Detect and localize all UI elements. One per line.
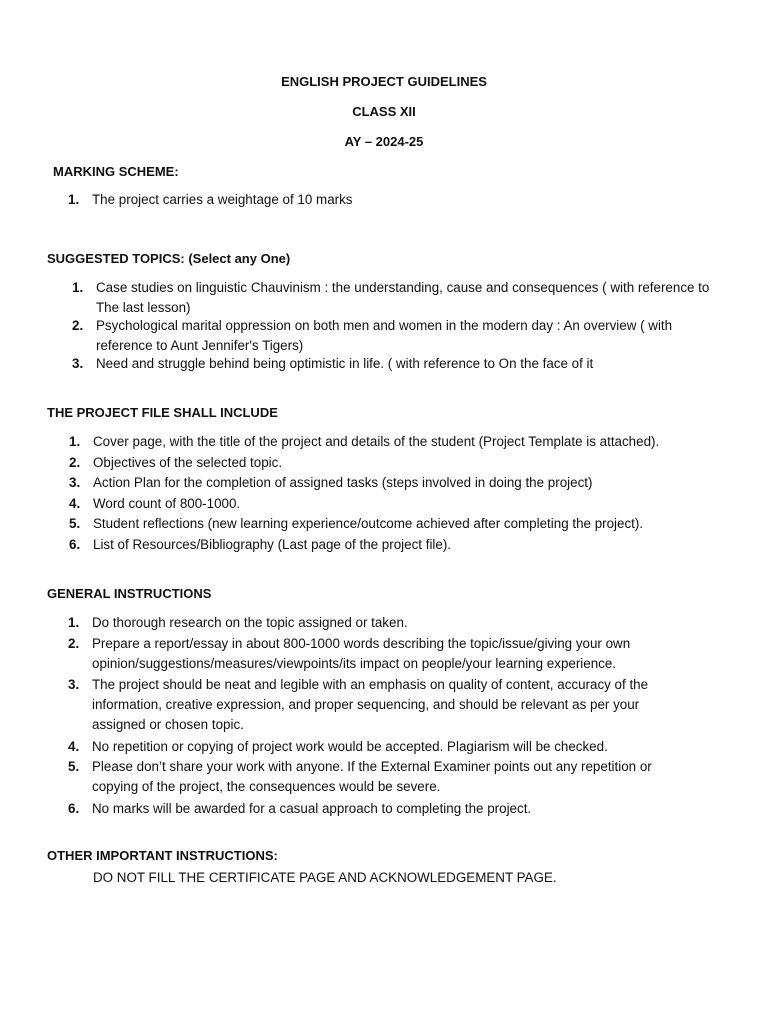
list-number: 5. bbox=[68, 759, 80, 774]
list-number: 3. bbox=[69, 475, 81, 490]
list-text: Action Plan for the completion of assigned tasks (steps involved in doing the project) bbox=[93, 475, 593, 490]
list-number: 1. bbox=[72, 280, 84, 295]
general-instructions-heading: GENERAL INSTRUCTIONS bbox=[47, 586, 212, 601]
list-number: 1. bbox=[68, 615, 80, 630]
list-text: Please don’t share your work with anyone. If the External Examiner points out any repetition or copying of the project, the consequences would be severe. bbox=[92, 759, 652, 794]
class-label: CLASS XII bbox=[352, 104, 416, 119]
list-text: Need and struggle behind being optimistic in life. ( with reference to On the face of it bbox=[96, 356, 594, 371]
list-text: Case studies on linguistic Chauvinism : the understanding, cause and consequences ( with reference to The last lesson) bbox=[96, 280, 710, 315]
academic-year: AY – 2024-25 bbox=[344, 134, 424, 149]
list-number: 2. bbox=[68, 636, 80, 651]
list-number: 4. bbox=[69, 496, 81, 511]
list-number: 3. bbox=[72, 356, 84, 371]
list-text: Word count of 800-1000. bbox=[93, 496, 241, 511]
list-number: 2. bbox=[69, 455, 81, 470]
list-text: Cover page, with the title of the project and details of the student (Project Template is attached). bbox=[93, 434, 660, 449]
list-text: Do thorough research on the topic assigned or taken. bbox=[92, 615, 408, 630]
list-number: 2. bbox=[72, 318, 84, 333]
list-text: Objectives of the selected topic. bbox=[93, 455, 283, 470]
list-text: The project carries a weightage of 10 marks bbox=[92, 192, 353, 207]
list-number: 6. bbox=[69, 537, 81, 552]
list-number: 4. bbox=[68, 739, 80, 754]
list-number: 1. bbox=[68, 192, 80, 207]
list-text: The project should be neat and legible with an emphasis on quality of content, accuracy of the information, creative expression, and proper sequencing, and should be relevant as per your assigned or chosen topic. bbox=[92, 677, 649, 732]
document-title: ENGLISH PROJECT GUIDELINES bbox=[281, 74, 487, 89]
list-text: No repetition or copying of project work would be accepted. Plagiarism will be checked. bbox=[92, 739, 608, 754]
list-number: 5. bbox=[69, 516, 81, 531]
other-instructions-heading: OTHER IMPORTANT INSTRUCTIONS: bbox=[47, 848, 278, 863]
list-number: 1. bbox=[69, 434, 81, 449]
list-text: No marks will be awarded for a casual approach to completing the project. bbox=[92, 801, 532, 816]
other-instructions-text: DO NOT FILL THE CERTIFICATE PAGE AND ACKNOWLEDGEMENT PAGE. bbox=[93, 870, 557, 885]
list-text: List of Resources/Bibliography (Last page of the project file). bbox=[93, 537, 452, 552]
marking-scheme-heading: MARKING SCHEME: bbox=[53, 164, 179, 179]
suggested-topics-heading: SUGGESTED TOPICS: (Select any One) bbox=[47, 251, 291, 266]
project-file-heading: THE PROJECT FILE SHALL INCLUDE bbox=[47, 405, 278, 420]
list-text: Prepare a report/essay in about 800-1000 words describing the topic/issue/giving your own opinion/suggestions/measures/viewpoints/its impact on people/your learning experience. bbox=[92, 636, 631, 671]
list-number: 6. bbox=[68, 801, 80, 816]
list-text: Student reflections (new learning experience/outcome achieved after completing the project). bbox=[93, 516, 644, 531]
list-number: 3. bbox=[68, 677, 80, 692]
list-text: Psychological marital oppression on both men and women in the modern day : An overview ( with reference to Aunt Jennifer's Tigers) bbox=[96, 318, 673, 353]
